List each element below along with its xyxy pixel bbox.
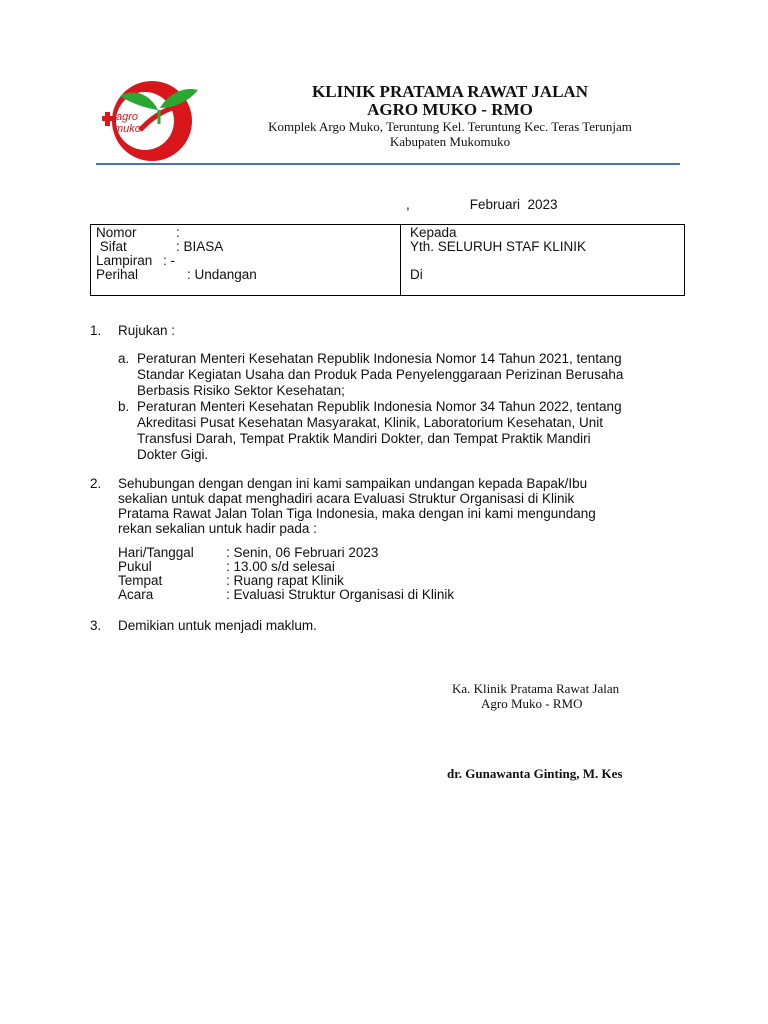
- info-value-perihal: : Undangan: [187, 267, 257, 282]
- clinic-title-line2: AGRO MUKO - RMO: [367, 100, 533, 119]
- rujukan-a-marker: a.: [118, 351, 130, 366]
- section1-heading: Rujukan :: [118, 323, 176, 338]
- clinic-address-line1: Komplek Argo Muko, Teruntung Kel. Teruntung Kec. Teras Terunjam: [268, 119, 632, 134]
- event-value-hari: : Senin, 06 Februari 2023: [226, 545, 379, 560]
- event-label-tempat: Tempat: [118, 573, 163, 588]
- signature-title-line1: Ka. Klinik Pratama Rawat Jalan: [452, 681, 620, 696]
- section2-line: Sehubungan dengan dengan ini kami sampaikan undangan kepada Bapak/Ibu: [118, 476, 588, 491]
- recipient-kepada: Kepada: [410, 225, 457, 240]
- info-value-nomor: :: [176, 225, 180, 240]
- recipient-name: Yth. SELURUH STAF KLINIK: [410, 239, 587, 254]
- rujukan-b-line: Akreditasi Pusat Kesehatan Masyarakat, Klinik, Laboratorium Kesehatan, Unit: [137, 415, 603, 430]
- clinic-title-line1: KLINIK PRATAMA RAWAT JALAN: [312, 82, 588, 101]
- event-detail-labels: [118, 546, 194, 602]
- rujukan-b-line: Peraturan Menteri Kesehatan Republik Indonesia Nomor 34 Tahun 2022, tentang: [137, 399, 622, 414]
- rujukan-b-marker: b.: [118, 399, 130, 414]
- rujukan-b-line: Transfusi Darah, Tempat Praktik Mandiri Dokter, dan Tempat Praktik Mandiri: [137, 431, 591, 446]
- event-label-pukul: Pukul: [118, 559, 152, 574]
- section3-number: 3.: [90, 618, 102, 633]
- section1-number: 1.: [90, 323, 102, 338]
- recipient-di: Di: [410, 267, 423, 282]
- section2-number: 2.: [90, 476, 102, 491]
- section2-text: [118, 476, 677, 536]
- event-value-pukul: : 13.00 s/d selesai: [226, 559, 335, 574]
- svg-text:agro: agro: [116, 111, 139, 123]
- info-label-sifat: Sifat: [96, 239, 127, 254]
- letter-info-box-divider: [400, 224, 401, 296]
- svg-text:muko: muko: [114, 123, 141, 135]
- clinic-logo: [100, 74, 202, 164]
- info-value-lampiran: : -: [163, 253, 175, 268]
- rujukan-b-text: [137, 399, 677, 463]
- clinic-address-line2: Kabupaten Mukomuko: [389, 134, 511, 149]
- header-divider: [96, 163, 680, 165]
- info-value-sifat: : BIASA: [176, 239, 224, 254]
- section3-text: Demikian untuk menjadi maklum.: [118, 618, 317, 633]
- signature-title-line2: Agro Muko - RMO: [481, 696, 583, 711]
- info-label-nomor: Nomor: [96, 225, 137, 240]
- letter-date: , Februari 2023: [406, 197, 558, 212]
- section2-line: sekalian untuk dapat menghadiri acara Evaluasi Struktur Organisasi di Klinik: [118, 491, 575, 506]
- info-label-perihal: Perihal: [96, 267, 139, 282]
- rujukan-b-line: Dokter Gigi.: [137, 447, 209, 462]
- event-label-hari: Hari/Tanggal: [118, 545, 194, 560]
- rujukan-a-line: Peraturan Menteri Kesehatan Republik Indonesia Nomor 14 Tahun 2021, tentang: [137, 351, 622, 366]
- rujukan-a-line: Standar Kegiatan Usaha dan Produk Pada Penyelenggaraan Perizinan Berusaha: [137, 367, 624, 382]
- event-detail-values: [226, 546, 454, 602]
- rujukan-a-text: [137, 351, 677, 399]
- event-value-acara: : Evaluasi Struktur Organisasi di Klinik: [226, 587, 455, 602]
- event-value-tempat: : Ruang rapat Klinik: [226, 573, 344, 588]
- info-label-lampiran: Lampiran: [96, 253, 153, 268]
- rujukan-a-line: Berbasis Risiko Sektor Kesehatan;: [137, 383, 345, 398]
- section2-line: rekan sekalian untuk hadir pada :: [118, 521, 317, 536]
- event-label-acara: Acara: [118, 587, 154, 602]
- signature-name: dr. Gunawanta Ginting, M. Kes: [447, 766, 623, 781]
- section2-line: Pratama Rawat Jalan Tolan Tiga Indonesia, maka dengan ini kami mengundang: [118, 506, 596, 521]
